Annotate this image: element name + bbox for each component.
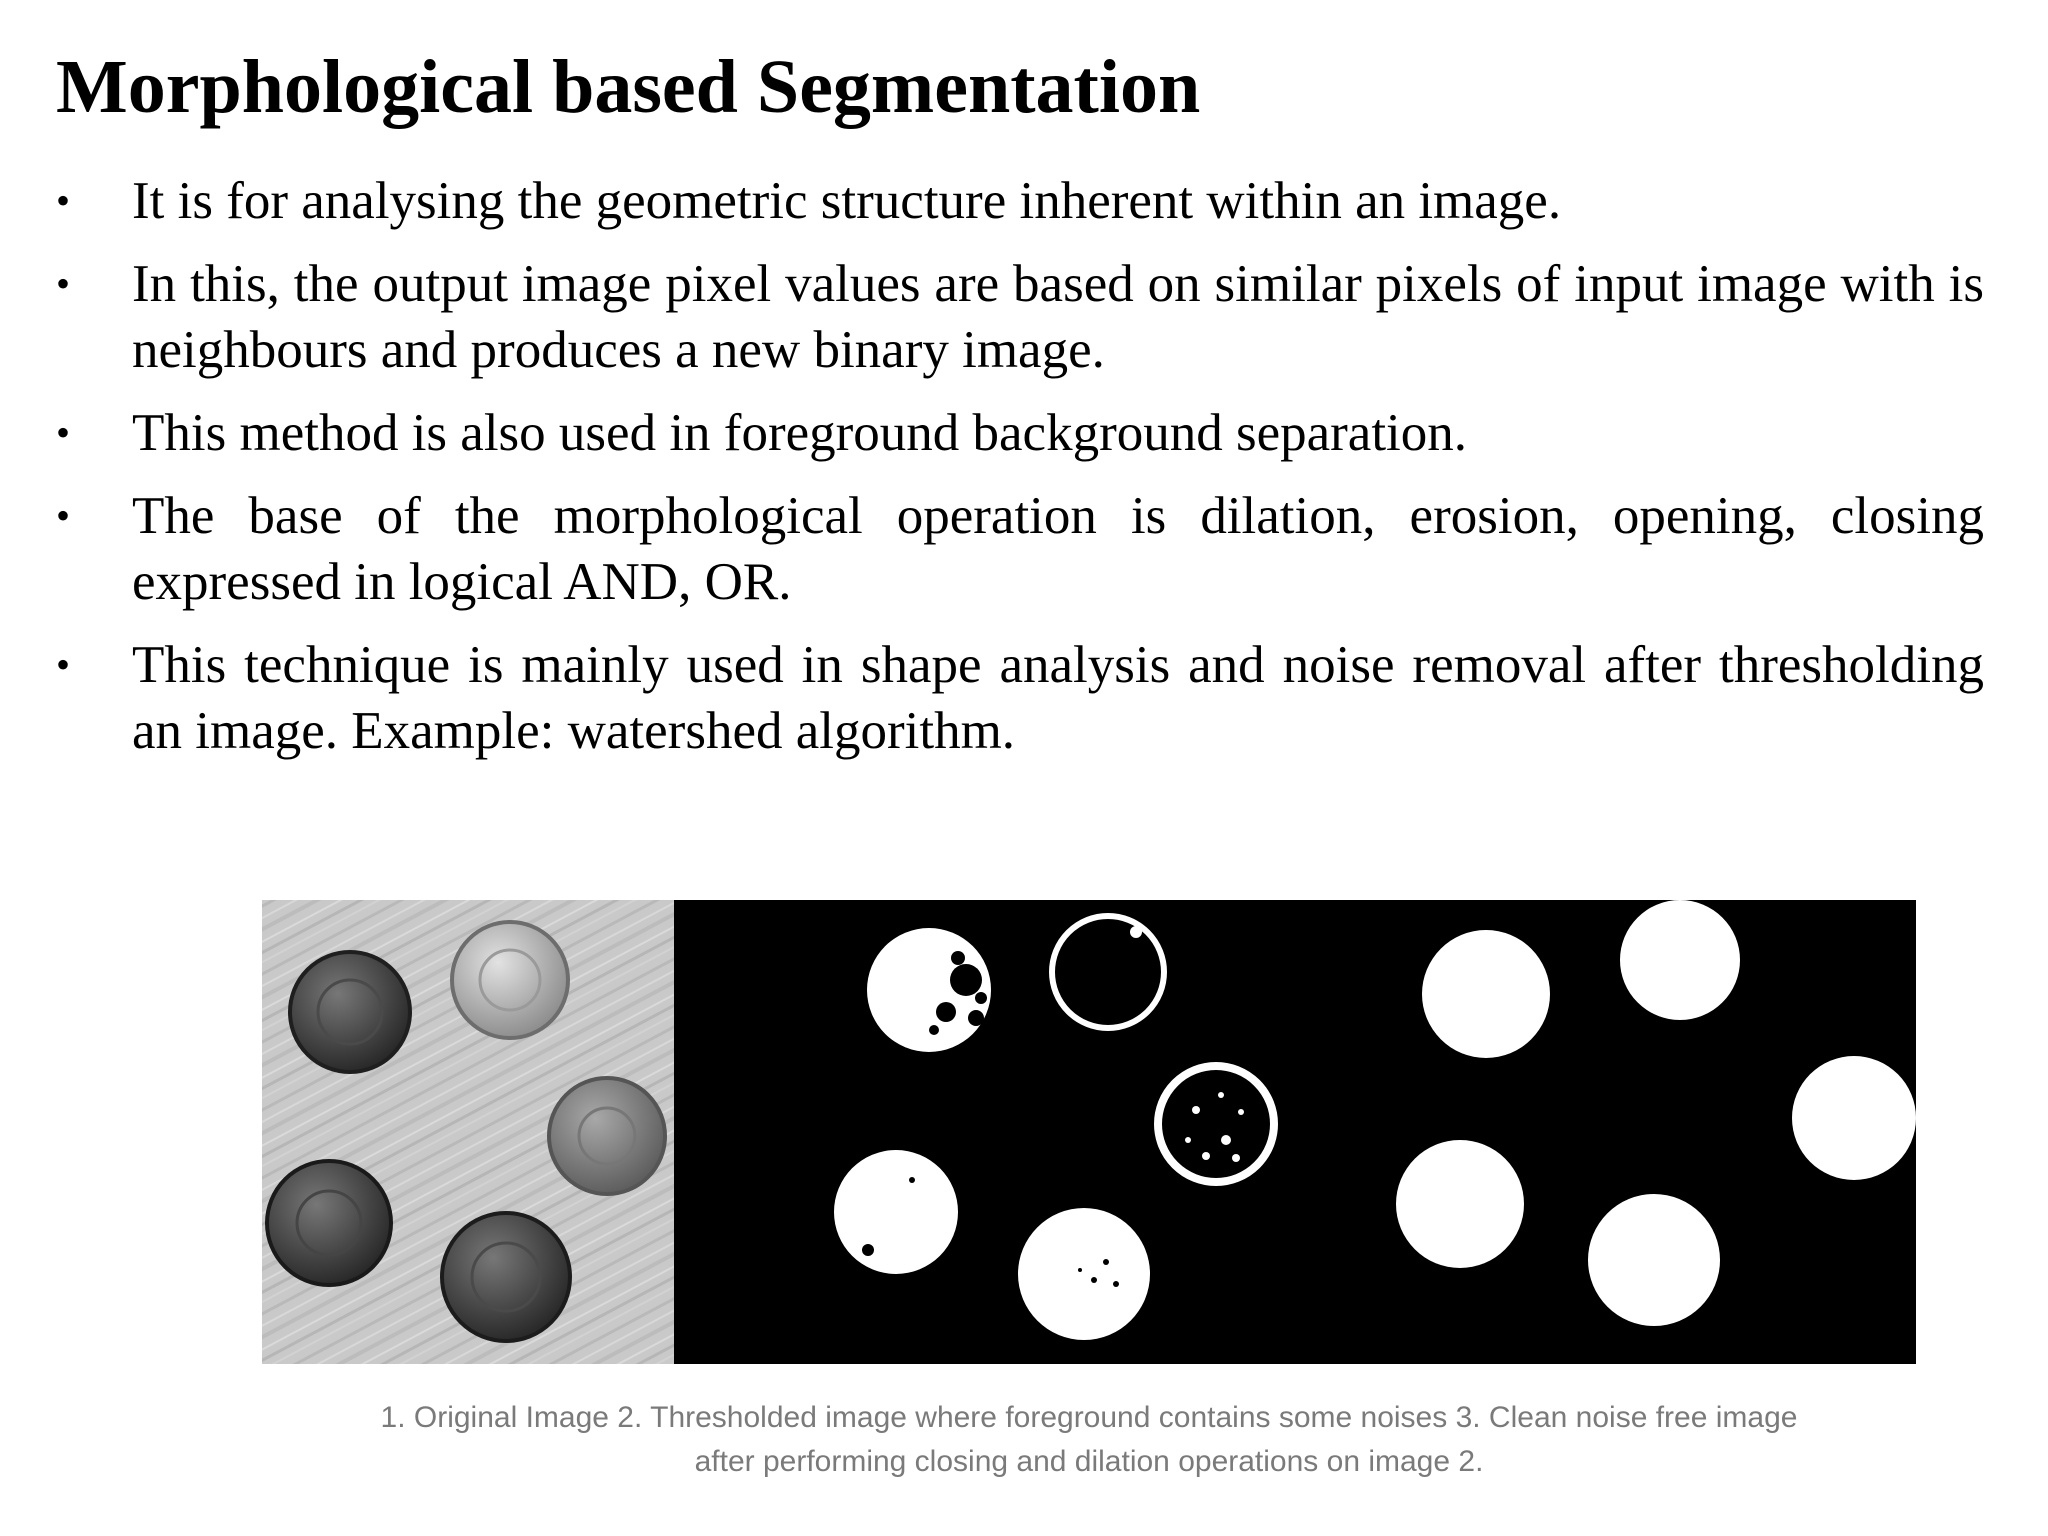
- thresholded-image-panel: [676, 900, 1280, 1364]
- slide-title: Morphological based Segmentation: [56, 45, 1201, 129]
- clean-coin-4: [1396, 1140, 1524, 1268]
- bullet-item-4: [56, 483, 1984, 615]
- clean-coin-5: [1588, 1194, 1720, 1326]
- bullet-dot-icon: •: [56, 178, 71, 223]
- bullet-dot-icon: •: [56, 493, 71, 538]
- bullet-dot-icon: •: [56, 261, 71, 306]
- clean-coins-image: [1280, 900, 1916, 1364]
- clean-coin-1: [1422, 930, 1550, 1058]
- bullet-text-4: The base of the morphological operation is dilation, erosion, opening, closing expressed in logical AND, OR.: [132, 487, 1984, 611]
- clean-coin-2: [1620, 900, 1740, 1020]
- figure-caption: [262, 1396, 1916, 1484]
- threshold-coin-5: [1018, 1208, 1150, 1340]
- clean-coin-3: [1792, 1056, 1916, 1180]
- bullet-dot-icon: •: [56, 642, 71, 687]
- clean-image-panel: [1280, 900, 1916, 1364]
- caption-line-2: after performing closing and dilation operations on image 2.: [694, 1445, 1484, 1478]
- bullet-text-2: In this, the output image pixel values are based on similar pixels of input image with is neighbours and produces a new binary image.: [132, 255, 1984, 379]
- bullet-item-5: [56, 632, 1984, 764]
- threshold-coin-4: [834, 1150, 958, 1274]
- caption-line-1: 1. Original Image 2. Thresholded image where foreground contains some noises 3. Clean noise free image: [380, 1401, 1798, 1434]
- coin-4: [267, 1161, 391, 1285]
- bullet-text-1: It is for analysing the geometric structure inherent within an image.: [132, 172, 1562, 230]
- coin-5: [442, 1213, 570, 1341]
- segmentation-figure: [262, 900, 1916, 1364]
- bullet-item-3: [56, 400, 1984, 466]
- original-image-panel: [262, 900, 674, 1364]
- bullet-dot-icon: •: [56, 410, 71, 455]
- coin-2: [452, 922, 568, 1038]
- bullet-text-3: This method is also used in foreground background separation.: [132, 404, 1468, 462]
- bullet-list: [56, 168, 1984, 781]
- bullet-item-1: [56, 168, 1984, 234]
- coin-3: [549, 1078, 665, 1194]
- bullet-item-2: [56, 251, 1984, 383]
- coin-1: [290, 952, 410, 1072]
- original-coins-image: [262, 900, 674, 1364]
- thresholded-coins-image: [676, 900, 1280, 1364]
- bullet-text-5: This technique is mainly used in shape analysis and noise removal after thresholding an image. Example: watershed algorithm.: [132, 636, 1984, 760]
